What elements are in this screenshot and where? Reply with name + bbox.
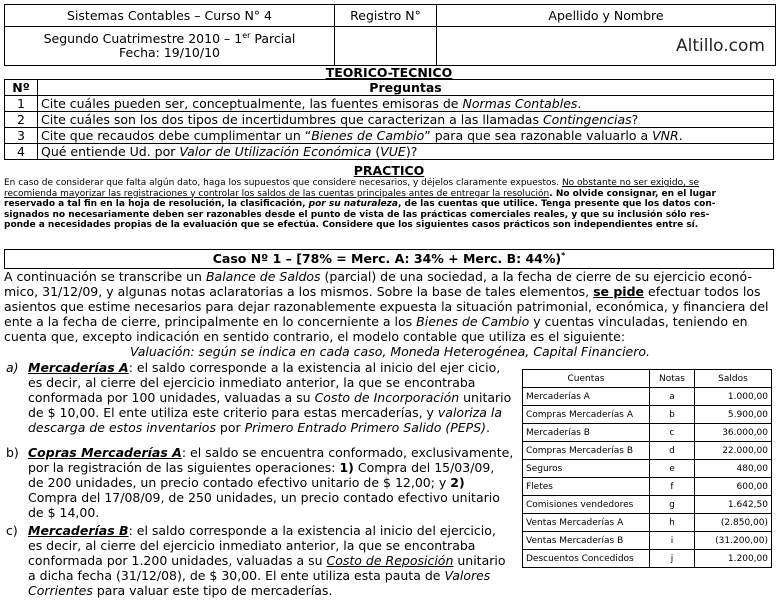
instr-bold: . No olvide consignar, en el lugar (549, 188, 716, 199)
balance-note: j (650, 550, 695, 568)
balance-note: e (650, 460, 695, 478)
item-line (28, 445, 520, 460)
q-italic: VNR (652, 127, 679, 143)
q-text: ( (371, 143, 381, 159)
balance-row (523, 532, 772, 550)
item-text: unitario (459, 390, 512, 405)
balance-amount: 1.000,00 (695, 388, 772, 406)
question-row (5, 112, 774, 128)
balance-note: c (650, 424, 695, 442)
item-line (28, 583, 520, 598)
apellido-value-cell[interactable] (437, 27, 775, 65)
item-title: Mercaderías A (28, 360, 129, 375)
q-text: )? (405, 143, 418, 159)
balance-amount: (2.850,00) (695, 514, 772, 532)
course-cell (5, 5, 335, 27)
questions-header-row (5, 80, 774, 96)
balance-note: d (650, 442, 695, 460)
item-text: por la registración de las siguientes operaciones: (28, 460, 340, 475)
q-text: . (678, 127, 683, 143)
item-text: conformada por 1.200 unidades, valuadas a su (28, 553, 327, 568)
item-c (0, 523, 520, 598)
registro-cell (335, 5, 437, 27)
item-italic: descarga de estos inventarios (28, 420, 216, 435)
item-text: . (486, 420, 490, 435)
balance-row (523, 478, 772, 496)
instr-line-4: signados no necesariamente deben ser razonables desde el punto de vista de las prácticas comerciales reales, y que su inclusión sólo res- (4, 209, 710, 220)
registro-value-cell[interactable] (335, 27, 437, 65)
term-line (44, 32, 296, 46)
item-line (28, 420, 520, 435)
item-text: Compra del 15/03/09, (353, 460, 495, 475)
item-italic: Costo de Reposición (326, 553, 454, 568)
item-text: : el saldo corresponde a la existencia al inicio del ejer cicio, (128, 360, 501, 375)
balance-row (523, 496, 772, 514)
item-line: de $ 14,00. (28, 505, 100, 520)
practice-instructions (4, 178, 774, 231)
q-italic: Valor de Utilización Económica (179, 143, 372, 159)
col-no: Nº (5, 80, 38, 96)
item-b (0, 445, 520, 520)
item-bold: 1) (339, 460, 354, 475)
balance-row (523, 406, 772, 424)
question-row (5, 144, 774, 160)
item-text: unitario (453, 553, 506, 568)
item-line (28, 390, 520, 405)
item-line: es decir, al cierre del ejercicio inmediato anterior, la que se encontraba (28, 538, 476, 553)
intro-line: cuenta que, excepto indicación en sentido contrario, el modelo contable que utiliza es el siguiente: (4, 329, 626, 344)
exam-date: Fecha: 19/10/10 (119, 45, 220, 60)
balance-amount: (31.200,00) (695, 532, 772, 550)
balance-row (523, 514, 772, 532)
balance-row (523, 550, 772, 568)
q-italic: Contingencias (542, 111, 632, 127)
item-line (28, 405, 520, 420)
balance-row (523, 424, 772, 442)
item-bold: 2) (450, 475, 465, 490)
intro-line (4, 284, 776, 299)
item-a (0, 360, 520, 435)
q-text: Cite cuáles pueden ser, conceptualmente, las fuentes emisoras de (41, 95, 463, 111)
intro-line (4, 269, 776, 284)
balance-col-saldos: Saldos (695, 370, 772, 388)
intro-text: mico, 31/12/09, y algunas notas aclaratorias a los mismos. Sobre la base de tales elementos, (4, 284, 594, 299)
item-text: para valuar este tipo de mercaderías. (92, 583, 333, 598)
question-row (5, 96, 774, 112)
item-line (28, 475, 520, 490)
balance-account: Mercaderías A (523, 388, 650, 406)
balance-note: f (650, 478, 695, 496)
instr-line-5: ponde a necesidades propias de la evaluación que se efectúa. Considere que los siguientes casos prácticos son independientes entre sí. (4, 220, 699, 230)
intro-text: A continuación se transcribe un (4, 269, 206, 284)
q-italic: VUE (380, 143, 406, 159)
item-text: conformada por 100 unidades, valuadas a su (28, 390, 315, 405)
term-sup: er (242, 30, 251, 40)
instr-italic: por su naturaleza (308, 199, 398, 209)
term-cell (5, 27, 335, 65)
balance-note: h (650, 514, 695, 532)
balance-col-cuentas: Cuentas (523, 370, 650, 388)
item-italic: Primero Entrado Primero Salido (PEPS) (244, 420, 487, 435)
item-title: Mercaderías B (28, 523, 129, 538)
balance-account: Fletes (523, 478, 650, 496)
item-title: Copras Mercaderías A (28, 445, 182, 460)
balance-amount: 600,00 (695, 478, 772, 496)
question-row (5, 128, 774, 144)
instr-line-3 (4, 199, 774, 210)
q-text: . (577, 95, 582, 111)
practice-title: PRACTICO (353, 163, 425, 178)
q-text: Cite que recaudos debe cumplimentar un “ (41, 127, 312, 143)
case-star: * (561, 250, 566, 260)
exam-header (4, 4, 776, 66)
question-number: 4 (5, 144, 38, 160)
q-italic: Normas Contables (462, 95, 578, 111)
item-line (28, 523, 520, 538)
case-title: Caso Nº 1 – [78% = Merc. A: 34% + Merc. B: 44%) (212, 251, 562, 266)
question-text (38, 128, 774, 144)
intro-se-pide: se pide (593, 284, 645, 299)
theory-title: TEORICO-TECNICO (325, 65, 453, 80)
q-text: Cite cuáles son los dos tipos de incertidumbres que caracterizan a las llamadas (41, 111, 543, 127)
course-name: Sistemas Contables – Curso N° 4 (67, 7, 272, 23)
item-marker: c) (6, 523, 18, 538)
apellido-label: Apellido y Nombre (548, 7, 664, 23)
balance-note: g (650, 496, 695, 514)
balance-account: Ventas Mercaderías A (523, 514, 650, 532)
item-line (28, 360, 520, 375)
balance-row (523, 388, 772, 406)
registro-label: Registro N° (350, 7, 421, 23)
intro-text: (parcial) de una sociedad, a la fecha de cierre de su ejercicio econó- (320, 269, 752, 284)
item-italic: valoriza la (437, 405, 503, 420)
balance-note: b (650, 406, 695, 424)
question-number: 1 (5, 96, 38, 112)
term-text: Segundo Cuatrimestre 2010 – 1 (43, 31, 243, 46)
balance-amount: 5.900,00 (695, 406, 772, 424)
item-line (28, 553, 520, 568)
item-line (28, 460, 520, 475)
intro-text: ente a la fecha de cierre, principalmente en lo concerniente a los (4, 314, 417, 329)
item-text: : el saldo se encuentra conformado, exclusivamente, (181, 445, 514, 460)
intro-italic: Balance de Saldos (205, 269, 321, 284)
item-line: Compra del 17/08/09, de 250 unidades, un precio contado efectivo unitario (28, 490, 500, 505)
balance-amount: 1.642,50 (695, 496, 772, 514)
balance-table (522, 369, 772, 568)
intro-line (4, 314, 776, 329)
col-preguntas: Preguntas (38, 80, 774, 96)
balance-account: Descuentos Concedidos (523, 550, 650, 568)
balance-amount: 1.200,00 (695, 550, 772, 568)
item-text: de 200 unidades, un precio contado efectivo unitario de $ 12,00; y (28, 475, 451, 490)
watermark: Altillo.com (675, 36, 765, 56)
questions-table (4, 79, 774, 160)
item-text: por (215, 420, 245, 435)
item-italic: Valores (444, 568, 491, 583)
intro-line: asientos que estime necesarios para dejar razonablemente expuesta la situación patrimonial, económica, y financiera del (4, 299, 769, 314)
apellido-cell (437, 5, 775, 27)
item-marker: a) (6, 360, 19, 375)
q-text: Qué entiende Ud. por (41, 143, 180, 159)
item-italic: Costo de Incorporación (314, 390, 460, 405)
theory-title-wrap (4, 65, 774, 80)
q-text: ” para que sea razonable valuarlo a (424, 127, 653, 143)
balance-note: i (650, 532, 695, 550)
balance-amount: 480,00 (695, 460, 772, 478)
item-text: de $ 10,00. El ente utiliza este criterio para estas mercaderías, y (28, 405, 438, 420)
balance-account: Comisiones vendedores (523, 496, 650, 514)
item-text: a dicha fecha (31/12/08), de $ 30,00. El ente utiliza esta pauta de (28, 568, 445, 583)
balance-account: Ventas Mercaderías B (523, 532, 650, 550)
balance-row (523, 460, 772, 478)
balance-header-row (523, 370, 772, 388)
balance-amount: 36.000,00 (695, 424, 772, 442)
intro-text: efectuar todos los (644, 284, 761, 299)
balance-row (523, 442, 772, 460)
question-number: 2 (5, 112, 38, 128)
instr-text: En caso de considerar que falta algún dato, haga los supuestos que considere necesarios, y déjelos claramente expuestos. (4, 178, 562, 188)
term-post: Parcial (250, 31, 296, 46)
intro-text: y cuentas vinculadas, teniendo en (529, 314, 748, 329)
instr-line-1 (4, 178, 774, 189)
instr-line-2 (4, 189, 774, 200)
instr-underlined: No obstante no ser exigido, se (561, 178, 700, 188)
intro-italic: Bienes de Cambio (416, 314, 530, 329)
practice-title-wrap (4, 163, 774, 178)
item-text: : el saldo corresponde a la existencia al inicio del ejercicio, (128, 523, 496, 538)
case-title-box (4, 249, 774, 269)
intro-valuation: Valuación: según se indica en cada caso, Moneda Heterogénea, Capital Financiero. (129, 344, 651, 359)
question-text (38, 96, 774, 112)
question-text (38, 112, 774, 128)
balance-col-notas: Notas (650, 370, 695, 388)
item-line: es decir, al cierre del ejercicio inmediato anterior, la que se encontraba (28, 375, 476, 390)
q-text: ? (631, 111, 639, 127)
item-line (28, 568, 520, 583)
instr-bold: reservado a tal fin en la hoja de resolución, la clasificación, (4, 199, 309, 209)
balance-account: Seguros (523, 460, 650, 478)
item-marker: b) (6, 445, 19, 460)
question-text (38, 144, 774, 160)
case-intro (4, 269, 776, 359)
balance-account: Mercaderías B (523, 424, 650, 442)
balance-note: a (650, 388, 695, 406)
q-italic: Bienes de Cambio (311, 127, 425, 143)
balance-account: Compras Mercaderías B (523, 442, 650, 460)
instr-bold: , de las cuentas que utilice. Tenga presente que los datos con- (397, 199, 716, 209)
balance-amount: 22.000,00 (695, 442, 772, 460)
item-italic: Corrientes (28, 583, 93, 598)
question-number: 3 (5, 128, 38, 144)
balance-account: Compras Mercaderías A (523, 406, 650, 424)
instr-underlined: recomienda mayorizar las registraciones y controlar los saldos de las cuentas principales antes de entregar la resolución (4, 188, 550, 199)
